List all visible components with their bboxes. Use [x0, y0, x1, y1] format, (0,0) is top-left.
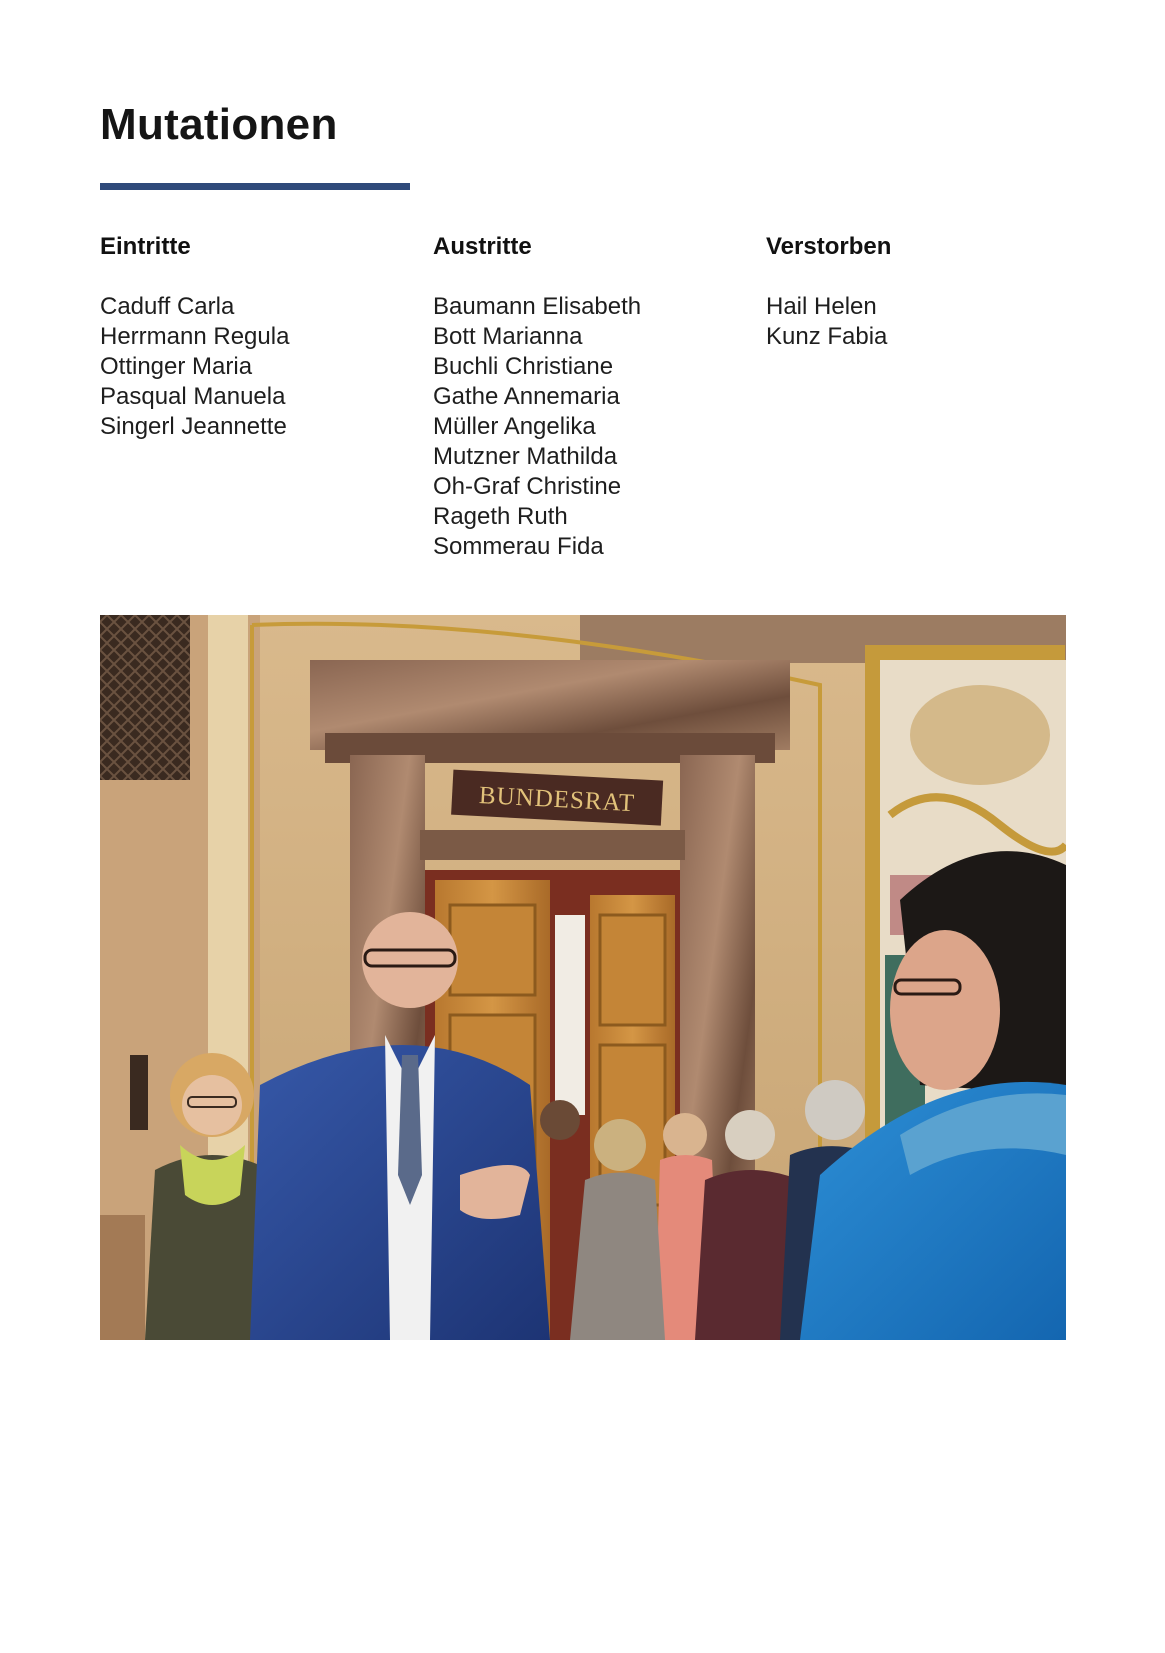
- name-item: Buchli Christiane: [433, 353, 614, 380]
- group-photo-illustration: [100, 615, 1066, 1340]
- door-sign: BUNDESRAT: [478, 782, 636, 818]
- name-list-austritte: [433, 292, 743, 562]
- name-list-verstorben: [766, 292, 1076, 352]
- name-item: Müller Angelika: [433, 413, 596, 440]
- column-eintritte: [100, 232, 410, 442]
- column-heading-austritte: Austritte: [433, 233, 532, 260]
- column-heading-verstorben: Verstorben: [766, 233, 892, 260]
- name-item: Kunz Fabia: [766, 323, 888, 350]
- name-item: Herrmann Regula: [100, 323, 290, 350]
- name-item: Hail Helen: [766, 293, 877, 320]
- name-item: Rageth Ruth: [433, 503, 568, 530]
- name-item: Gathe Annemaria: [433, 383, 620, 410]
- name-item: Ottinger Maria: [100, 353, 253, 380]
- title-underline: [100, 183, 410, 190]
- name-item: Pasqual Manuela: [100, 383, 286, 410]
- name-item: Mutzner Mathilda: [433, 443, 618, 470]
- name-item: Singerl Jeannette: [100, 413, 287, 440]
- name-item: Baumann Elisabeth: [433, 293, 642, 320]
- name-item: Sommerau Fida: [433, 533, 604, 560]
- name-item: Oh-Graf Christine: [433, 473, 622, 500]
- group-photo: [100, 615, 1066, 1340]
- column-verstorben: [766, 232, 1076, 352]
- column-austritte: [433, 232, 743, 562]
- name-item: Caduff Carla: [100, 293, 235, 320]
- name-list-eintritte: [100, 292, 410, 442]
- column-heading-eintritte: Eintritte: [100, 233, 191, 260]
- name-item: Bott Marianna: [433, 323, 583, 350]
- page-title: Mutationen: [100, 100, 338, 149]
